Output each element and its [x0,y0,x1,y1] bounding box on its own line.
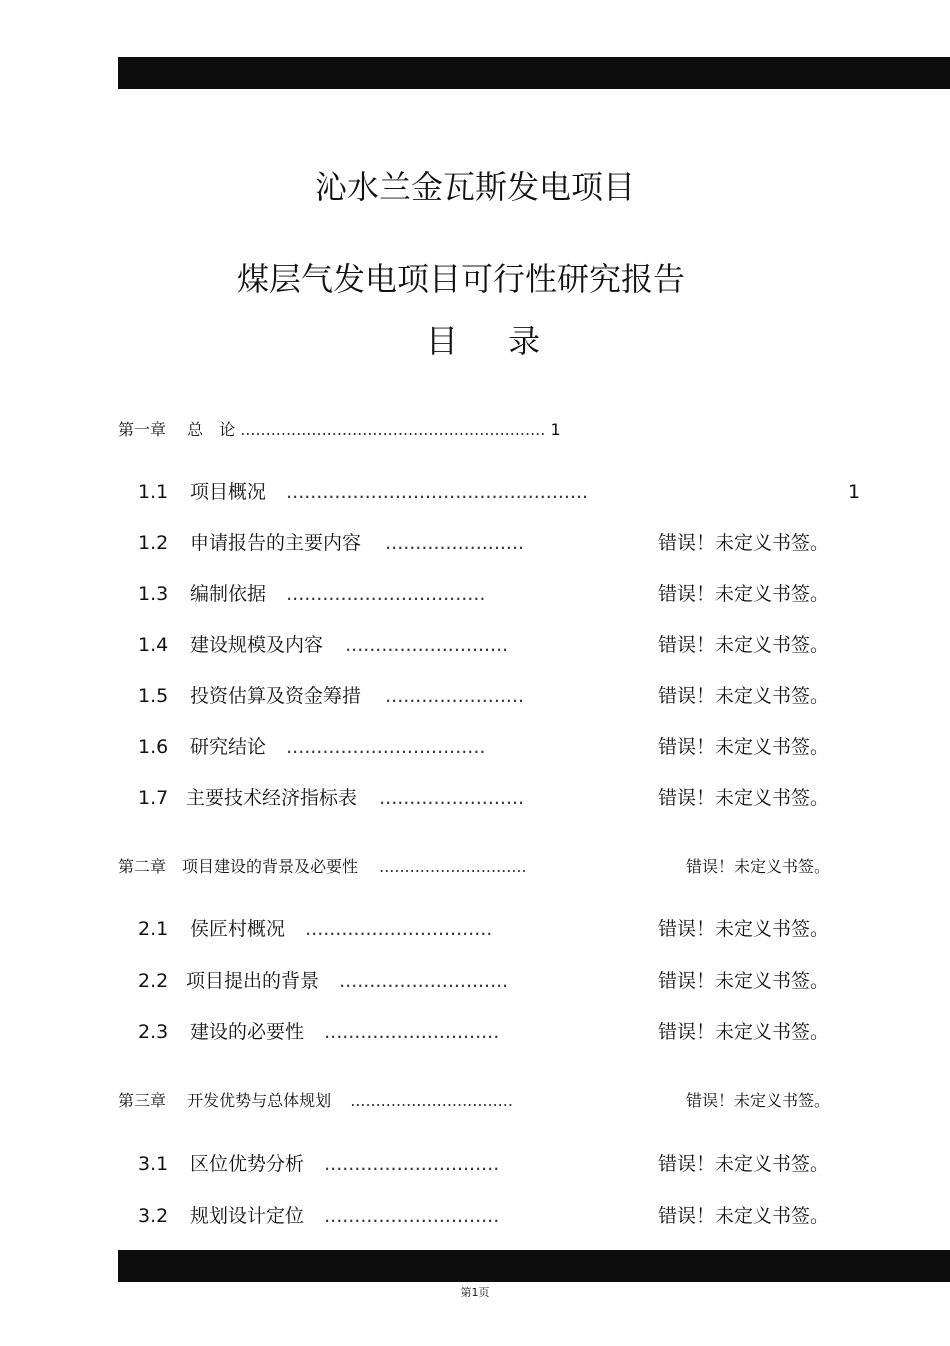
item-page: 错误！未定义书签。 [658,787,830,809]
item-label: 侯匠村概况 [190,918,286,940]
item-number: 1.4 [138,634,169,656]
item-number: 3.2 [138,1205,169,1227]
toc-chapter-2[interactable] [118,855,831,879]
page-number: 第1页 [460,1286,490,1299]
leader-dots: ............................... [305,918,493,940]
chapter-page: 错误！未定义书签。 [686,857,831,876]
leader-dots: ................................ [350,1091,513,1110]
toc-chapter-1[interactable] [118,418,561,442]
leader-dots: ....................... [385,532,525,554]
item-label: 主要技术经济指标表 [186,787,358,809]
item-number: 1.3 [138,583,169,605]
item-page: 错误！未定义书签。 [658,583,830,605]
item-page: 1 [848,481,861,503]
toc-item-1-1[interactable] [138,479,861,505]
item-label: 项目提出的背景 [186,970,320,992]
item-label: 研究结论 [190,736,267,758]
item-label: 申请报告的主要内容 [190,532,362,554]
leader-dots: ................................. [286,736,486,758]
report-title: 煤层气发电项目可行性研究报告 [236,260,685,298]
toc-heading: 目 录 [425,322,561,360]
leader-dots: ............................. [324,1153,500,1175]
item-number: 1.2 [138,532,169,554]
chapter-label: 第一章 总 论 [118,420,236,439]
item-label: 编制依据 [190,583,267,605]
chapter-label: 第二章 项目建设的背景及必要性 [118,857,359,876]
item-label: 项目概况 [190,481,267,503]
leader-dots: ............................. [324,1205,500,1227]
toc-item-1-6[interactable] [138,734,830,760]
toc-item-2-1[interactable] [138,916,830,942]
item-page: 错误！未定义书签。 [658,736,830,758]
item-number: 1.7 [138,787,169,809]
header-redaction-band [118,57,950,89]
leader-dots: ............................ [339,970,509,992]
toc-item-3-2[interactable] [138,1203,830,1229]
item-page: 错误！未定义书签。 [658,1153,830,1175]
item-number: 1.1 [138,481,169,503]
leader-dots: ............................................................ [240,420,546,439]
toc-item-1-3[interactable] [138,581,830,607]
chapter-label: 第三章 开发优势与总体规划 [118,1091,332,1110]
toc-item-1-4[interactable] [138,632,830,658]
leader-dots: ................................. [286,583,486,605]
leader-dots: ........................... [345,634,509,656]
item-page: 错误！未定义书签。 [658,970,830,992]
item-label: 规划设计定位 [190,1205,305,1227]
item-page: 错误！未定义书签。 [658,918,830,940]
toc-item-2-3[interactable] [138,1019,830,1045]
item-page: 错误！未定义书签。 [658,634,830,656]
item-page: 错误！未定义书签。 [658,1021,830,1043]
item-number: 2.1 [138,918,169,940]
item-number: 3.1 [138,1153,169,1175]
item-label: 投资估算及资金筹措 [190,685,362,707]
toc-item-3-1[interactable] [138,1151,830,1177]
leader-dots: ............................. [379,857,527,876]
toc-item-1-2[interactable] [138,530,830,556]
item-page: 错误！未定义书签。 [658,1205,830,1227]
item-number: 2.3 [138,1021,169,1043]
toc-item-1-7[interactable] [138,785,830,811]
toc-item-2-2[interactable] [138,968,830,994]
leader-dots: ............................. [324,1021,500,1043]
toc-item-1-5[interactable] [138,683,830,709]
item-label: 区位优势分析 [190,1153,305,1175]
item-number: 1.5 [138,685,169,707]
item-label: 建设规模及内容 [190,634,324,656]
project-title: 沁水兰金瓦斯发电项目 [314,168,635,206]
chapter-page: 1 [550,420,561,439]
item-page: 错误！未定义书签。 [658,532,830,554]
item-page: 错误！未定义书签。 [658,685,830,707]
item-label: 建设的必要性 [190,1021,305,1043]
leader-dots: .................................................. [286,481,589,503]
leader-dots: ........................ [379,787,525,809]
chapter-page: 错误！未定义书签。 [686,1091,831,1110]
leader-dots: ....................... [385,685,525,707]
toc-chapter-3[interactable] [118,1089,831,1113]
footer-redaction-band [118,1250,950,1282]
item-number: 1.6 [138,736,169,758]
item-number: 2.2 [138,970,169,992]
